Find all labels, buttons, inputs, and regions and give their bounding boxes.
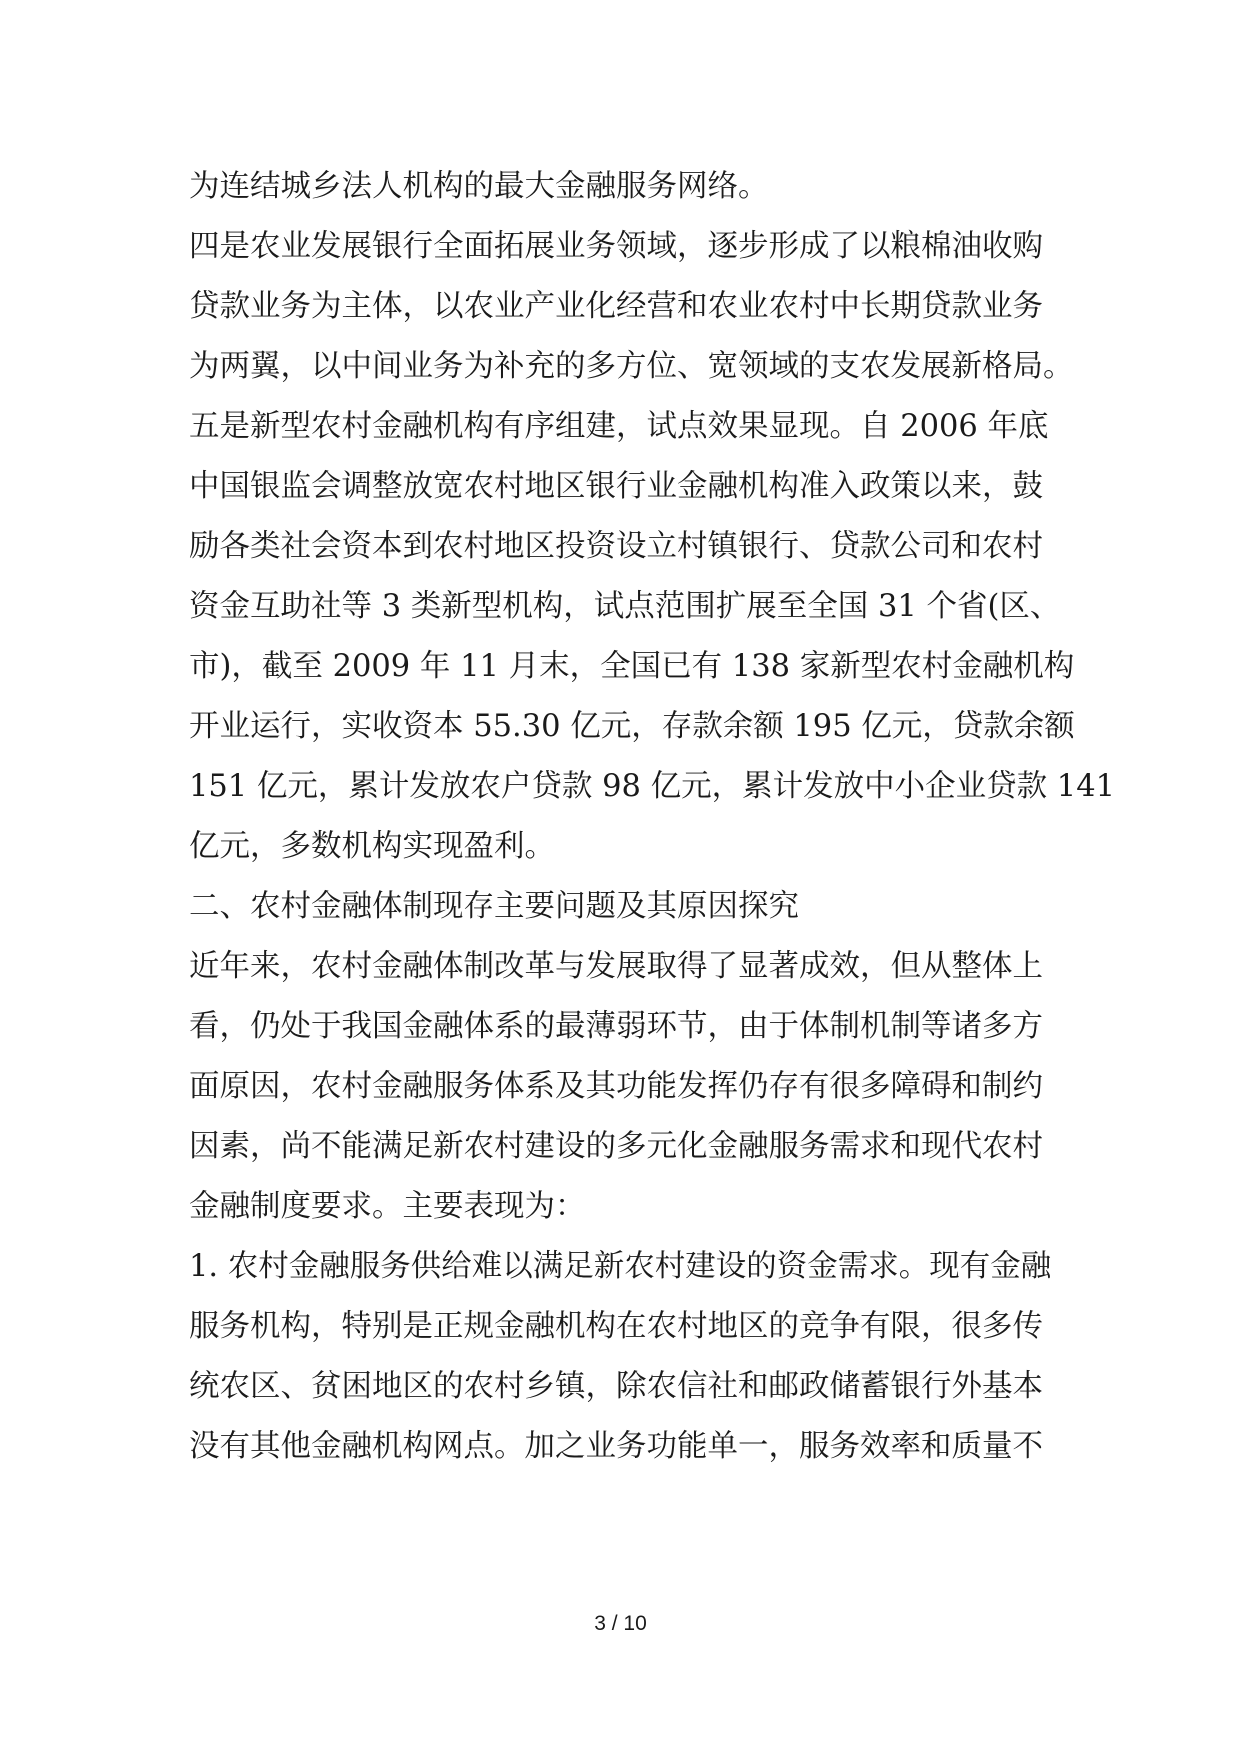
text-line: 1. 农村金融服务供给难以满足新农村建设的资金需求。现有金融 [189,1249,1052,1284]
body-text [189,157,1116,1477]
text-line: 统农区、贫困地区的农村乡镇，除农信社和邮政储蓄银行外基本 [189,1369,1043,1404]
text-line: 中国银监会调整放宽农村地区银行业金融机构准入政策以来，鼓 [189,469,1043,504]
page-number: 3 / 10 [594,1612,647,1635]
text-line: 开业运行，实收资本 55.30 亿元，存款余额 195 亿元，贷款余额 [189,709,1075,744]
text-line: 市)，截至 2009 年 11 月末，全国已有 138 家新型农村金融机构 [189,649,1075,684]
text-line: 为连结城乡法人机构的最大金融服务网络。 [189,169,769,204]
text-line: 近年来，农村金融体制改革与发展取得了显著成效，但从整体上 [189,949,1043,984]
text-line: 没有其他金融机构网点。加之业务功能单一，服务效率和质量不 [189,1429,1043,1464]
section-heading: 二、农村金融体制现存主要问题及其原因探究 [189,889,799,924]
text-line: 亿元，多数机构实现盈利。 [189,829,555,864]
text-line: 看，仍处于我国金融体系的最薄弱环节，由于体制机制等诸多方 [189,1009,1043,1044]
text-line: 金融制度要求。主要表现为： [189,1189,586,1224]
text-line: 151 亿元，累计发放农户贷款 98 亿元，累计发放中小企业贷款 141 [189,769,1116,804]
text-line: 资金互助社等 3 类新型机构，试点范围扩展至全国 31 个省(区、 [189,589,1061,624]
text-line: 四是农业发展银行全面拓展业务领域，逐步形成了以粮棉油收购 [189,229,1043,264]
text-line: 为两翼，以中间业务为补充的多方位、宽领域的支农发展新格局。 [189,349,1074,384]
text-line: 服务机构，特别是正规金融机构在农村地区的竞争有限，很多传 [189,1309,1043,1344]
text-line: 因素，尚不能满足新农村建设的多元化金融服务需求和现代农村 [189,1129,1043,1164]
text-line: 面原因，农村金融服务体系及其功能发挥仍存有很多障碍和制约 [189,1069,1043,1104]
text-line: 贷款业务为主体，以农业产业化经营和农业农村中长期贷款业务 [189,289,1043,324]
text-line: 励各类社会资本到农村地区投资设立村镇银行、贷款公司和农村 [189,529,1043,564]
text-line: 五是新型农村金融机构有序组建，试点效果显现。自 2006 年底 [189,409,1049,444]
